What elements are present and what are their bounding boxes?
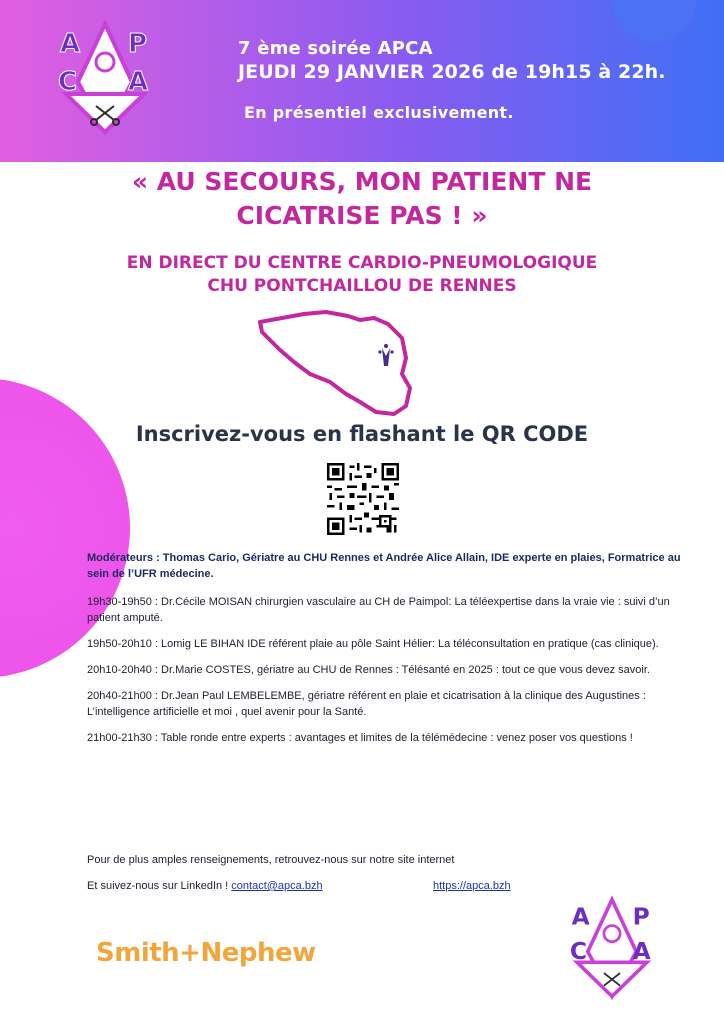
subtitle-line2: CHU PONTCHAILLOU DE RENNES bbox=[207, 276, 517, 296]
info-line: Pour de plus amples renseignements, retrouvez-nous sur notre site internet bbox=[87, 854, 455, 866]
logo-letter-p: P bbox=[128, 29, 148, 59]
program-section bbox=[87, 550, 687, 756]
linkedin-text: Et suivez-nous sur LinkedIn ! bbox=[87, 880, 232, 892]
logo-letter-p: P bbox=[632, 903, 650, 931]
logo-letter-a1: A bbox=[60, 29, 81, 59]
subtitle-line1: EN DIRECT DU CENTRE CARDIO-PNEUMOLOGIQUE bbox=[126, 253, 598, 273]
brittany-map-icon bbox=[256, 310, 416, 422]
logo-letter-a2: A bbox=[128, 67, 149, 97]
smith-nephew-logo bbox=[96, 938, 316, 968]
program-item: 19h30-19h50 : Dr.Cécile MOISAN chirurgien vasculaire au CH de Paimpol: La téléexpertise dans la vraie vie : suivi d’un patient amputé. bbox=[87, 596, 670, 624]
event-date: JEUDI 29 JANVIER 2026 de 19h15 à 22h. bbox=[238, 61, 666, 83]
event-info bbox=[238, 38, 666, 122]
ermine-icon bbox=[378, 344, 393, 366]
email-link[interactable]: contact@apca.bzh bbox=[231, 880, 323, 892]
main-title-line2: CICATRISE PAS ! » bbox=[236, 201, 488, 230]
linkedin-line bbox=[87, 878, 511, 894]
website-link[interactable]: https://apca.bzh bbox=[433, 880, 511, 892]
sponsor-part2: Nephew bbox=[200, 938, 316, 968]
logo-letter-a1: A bbox=[571, 903, 590, 931]
logo-letter-a2: A bbox=[632, 937, 651, 965]
main-title-line1: « AU SECOURS, MON PATIENT NE bbox=[131, 167, 593, 196]
sponsor-part1: Smith bbox=[96, 938, 180, 968]
contact-info bbox=[87, 852, 511, 904]
logo-letter-c: C bbox=[58, 67, 78, 97]
event-format: En présentiel exclusivement. bbox=[244, 103, 514, 122]
program-item: 20h40-21h00 : Dr.Jean Paul LEMBELEMBE, gériatre référent en plaie et cicatrisation à la clinique des Augustines : L’intelligence artificielle et moi , quel avenir pour la Santé. bbox=[87, 690, 646, 718]
qr-code-icon[interactable] bbox=[327, 463, 399, 535]
main-title bbox=[0, 165, 724, 233]
apca-logo-bottom bbox=[564, 896, 660, 1000]
apca-logo bbox=[52, 20, 158, 136]
subtitle bbox=[0, 252, 724, 298]
program-item: 20h10-20h40 : Dr.Marie COSTES, gériatre au CHU de Rennes : Télésanté en 2025 : tout ce que vous devez savoir. bbox=[87, 664, 650, 676]
sponsor-plus: + bbox=[179, 938, 201, 968]
moderators-text: Modérateurs : Thomas Cario, Gériatre au CHU Rennes et Andrée Alice Allain, IDE experte en plaies, Formatrice au sein de l’UFR médecine. bbox=[87, 552, 681, 580]
header-banner bbox=[0, 0, 724, 162]
logo-letter-c: C bbox=[569, 937, 587, 965]
program-item: 19h50-20h10 : Lomig LE BIHAN IDE référent plaie au pôle Saint Hélier: La téléconsultation en pratique (cas clinique). bbox=[87, 638, 659, 650]
event-edition: 7 ème soirée APCA bbox=[238, 38, 433, 59]
program-item: 21h00-21h30 : Table ronde entre experts : avantages et limites de la télémédecine : venez poser vos questions ! bbox=[87, 732, 633, 744]
qr-heading: Inscrivez-vous en flashant le QR CODE bbox=[135, 422, 589, 446]
